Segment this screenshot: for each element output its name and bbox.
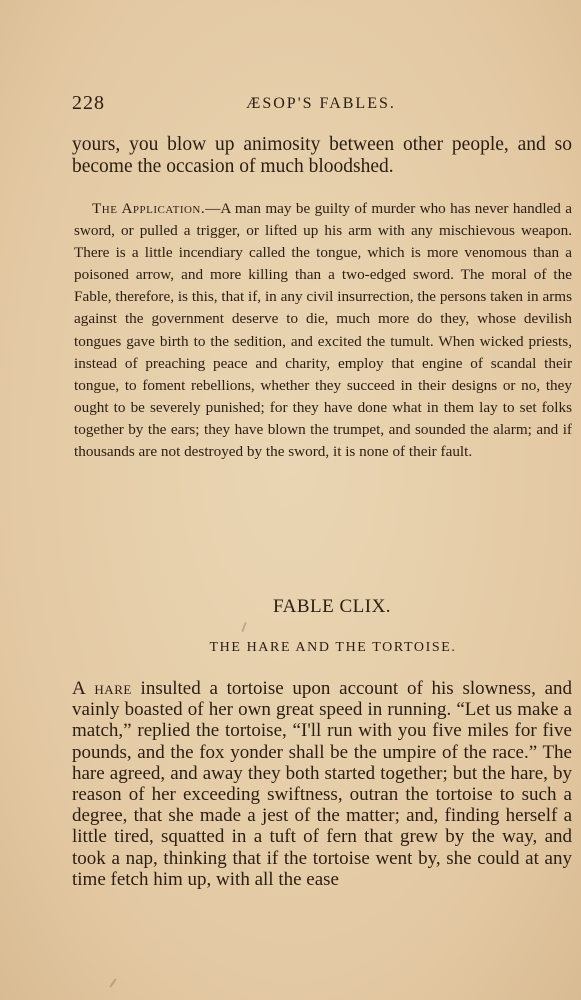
running-title: ÆSOP'S FABLES.	[246, 95, 396, 112]
fable-opening-words: A hare	[72, 678, 132, 699]
application-label: The Application.	[92, 200, 206, 217]
fable-subtitle: THE HARE AND THE TORTOISE.	[209, 640, 457, 655]
fable-body-paragraph	[72, 678, 572, 890]
continued-text: yours, you blow up animosity between other people, and so become the occasion of much bloodshed.	[72, 134, 572, 177]
fable-title: FABLE CLIX.	[272, 596, 392, 617]
fable-body-text: insulted a tortoise upon account of his slowness, and vainly boasted of her own great speed in running. “Let us make a match,” replied the tortoise, “I'll run with you five miles for five pounds, and the fox yonder shall be the umpire of the race.” The hare agreed, and away they both started together; but the hare, by reason of her exceeding swiftness, outran the tortoise to such a degree, that she made a jest of the matter; and, finding herself a little tired, squatted in a tuft of fern that grew by the way, and took a nap, thinking that if the tortoise went by, she could at any time fetch him up, with all the ease	[72, 678, 572, 890]
application-text: —A man may be guilty of murder who has never handled a sword, or pulled a trigger, or lifted up his arm with any mischievous weapon. There is a little incendiary called the tongue, which is more venomous than a poisoned arrow, and more killing than a two-edged sword. The moral of the Fable, therefore, is this, that if, in any civil insurrection, the persons taken in arms against the government deserve to die, much more do they, whose devilish tongues gave birth to the sedition, and excited the tumult. When wicked priests, instead of preaching peace and charity, employ that engine of scandal their tongue, to foment rebellions, whether they succeed in their designs or no, they ought to be severely punished; for they have done what in them lay to set folks together by the ears; they have blown the trumpet, and sounded the alarm; and if thousands are not destroyed by the sword, it is none of their fault.	[74, 200, 572, 461]
page-header	[72, 92, 542, 118]
continued-paragraph	[72, 134, 572, 178]
print-speck	[241, 622, 246, 632]
print-speck	[109, 978, 116, 987]
page-number: 228	[72, 92, 105, 114]
application-paragraph	[74, 198, 572, 463]
